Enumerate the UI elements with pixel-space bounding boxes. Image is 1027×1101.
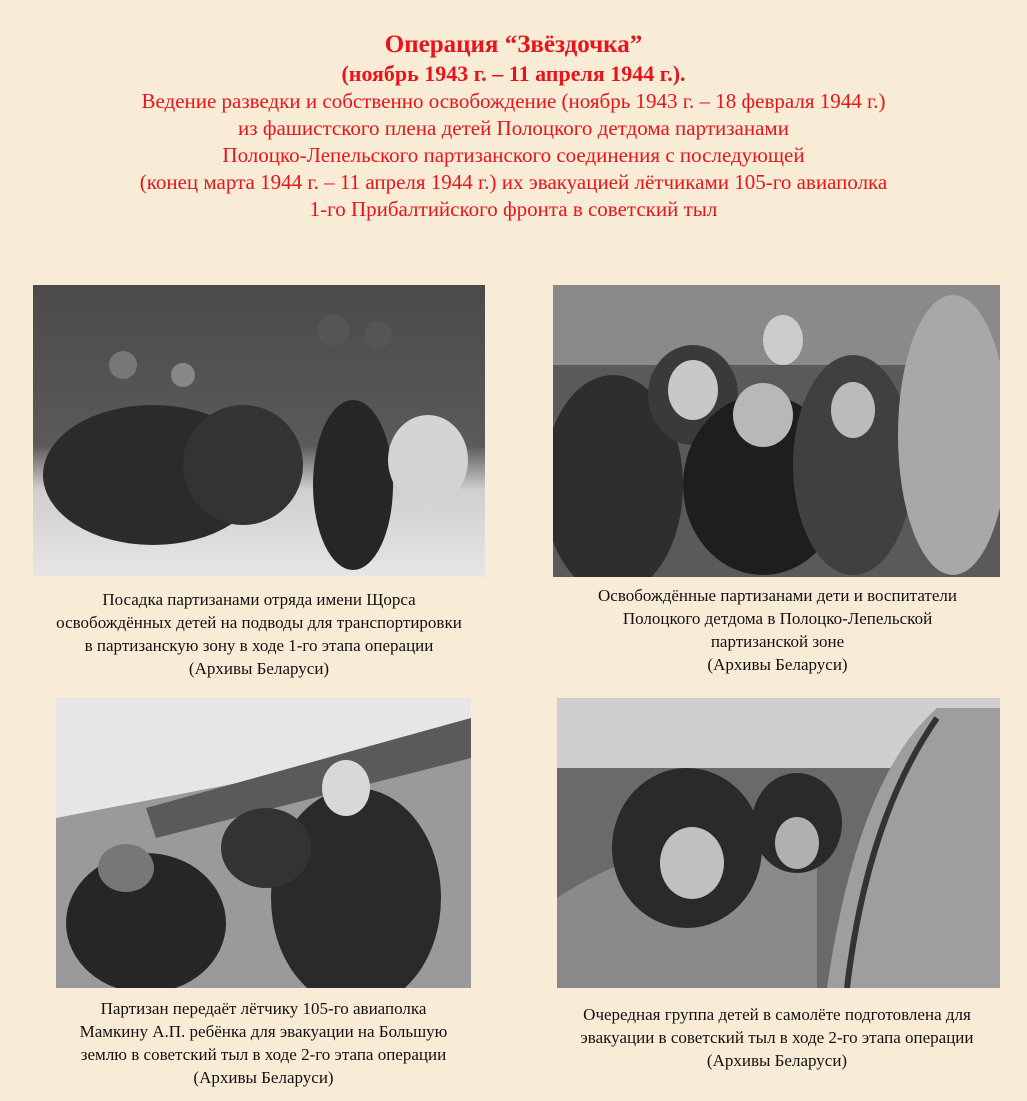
- caption-line: Партизан передаёт лётчику 105-го авиаполка: [100, 999, 427, 1018]
- caption-source: (Архивы Беларуси): [188, 659, 330, 678]
- header-line-3: Полоцко-Лепельского партизанского соединения с последующей: [222, 143, 805, 167]
- photo-4-caption: [527, 1003, 1027, 1072]
- caption-line: эвакуации в советский тыл в ходе 2-го этапа операции: [580, 1028, 974, 1047]
- photo-3-caption: [30, 997, 497, 1089]
- caption-source: (Архивы Беларуси): [706, 1051, 848, 1070]
- header-line-5: 1-го Прибалтийского фронта в советский тыл: [309, 197, 718, 221]
- page-dates: (ноябрь 1943 г. – 11 апреля 1944 г.).: [341, 61, 686, 86]
- caption-line: партизанской зоне: [710, 632, 845, 651]
- caption-line: в партизанскую зону в ходе 1-го этапа операции: [84, 636, 434, 655]
- caption-line: освобождённых детей на подводы для транспортировки: [56, 613, 462, 632]
- photo-freed-children-caregivers: [553, 285, 1000, 577]
- caption-line: Полоцкого детдома в Полоцко-Лепельской: [622, 609, 933, 628]
- caption-line: землю в советский тыл в ходе 2-го этапа операции: [80, 1045, 447, 1064]
- caption-line: Посадка партизанами отряда имени Щорса: [102, 590, 416, 609]
- header-line-1: Ведение разведки и собственно освобождение (ноябрь 1943 г. – 18 февраля 1944 г.): [141, 89, 886, 113]
- caption-line: Мамкину А.П. ребёнка для эвакуации на Большую: [79, 1022, 448, 1041]
- caption-source: (Архивы Беларуси): [707, 655, 848, 674]
- caption-source: (Архивы Беларуси): [193, 1068, 334, 1087]
- header-line-2: из фашистского плена детей Полоцкого детдома партизанами: [238, 116, 789, 140]
- caption-line: Очередная группа детей в самолёте подготовлена для: [583, 1005, 971, 1024]
- photo-partisan-hands-child-to-pilot: [56, 698, 471, 988]
- header-line-4: (конец марта 1944 г. – 11 апреля 1944 г.) их эвакуацией лётчиками 105-го авиаполка: [139, 170, 888, 194]
- page-title: Операция “Звёздочка”: [384, 31, 643, 58]
- photo-children-on-carts: [33, 285, 485, 577]
- caption-line: Освобождённые партизанами дети и воспитатели: [598, 586, 957, 605]
- photo-2-caption: [540, 584, 1015, 676]
- photo-children-in-aircraft: [557, 698, 1000, 988]
- photo-1-caption: [33, 588, 485, 680]
- page-header: [0, 30, 1027, 223]
